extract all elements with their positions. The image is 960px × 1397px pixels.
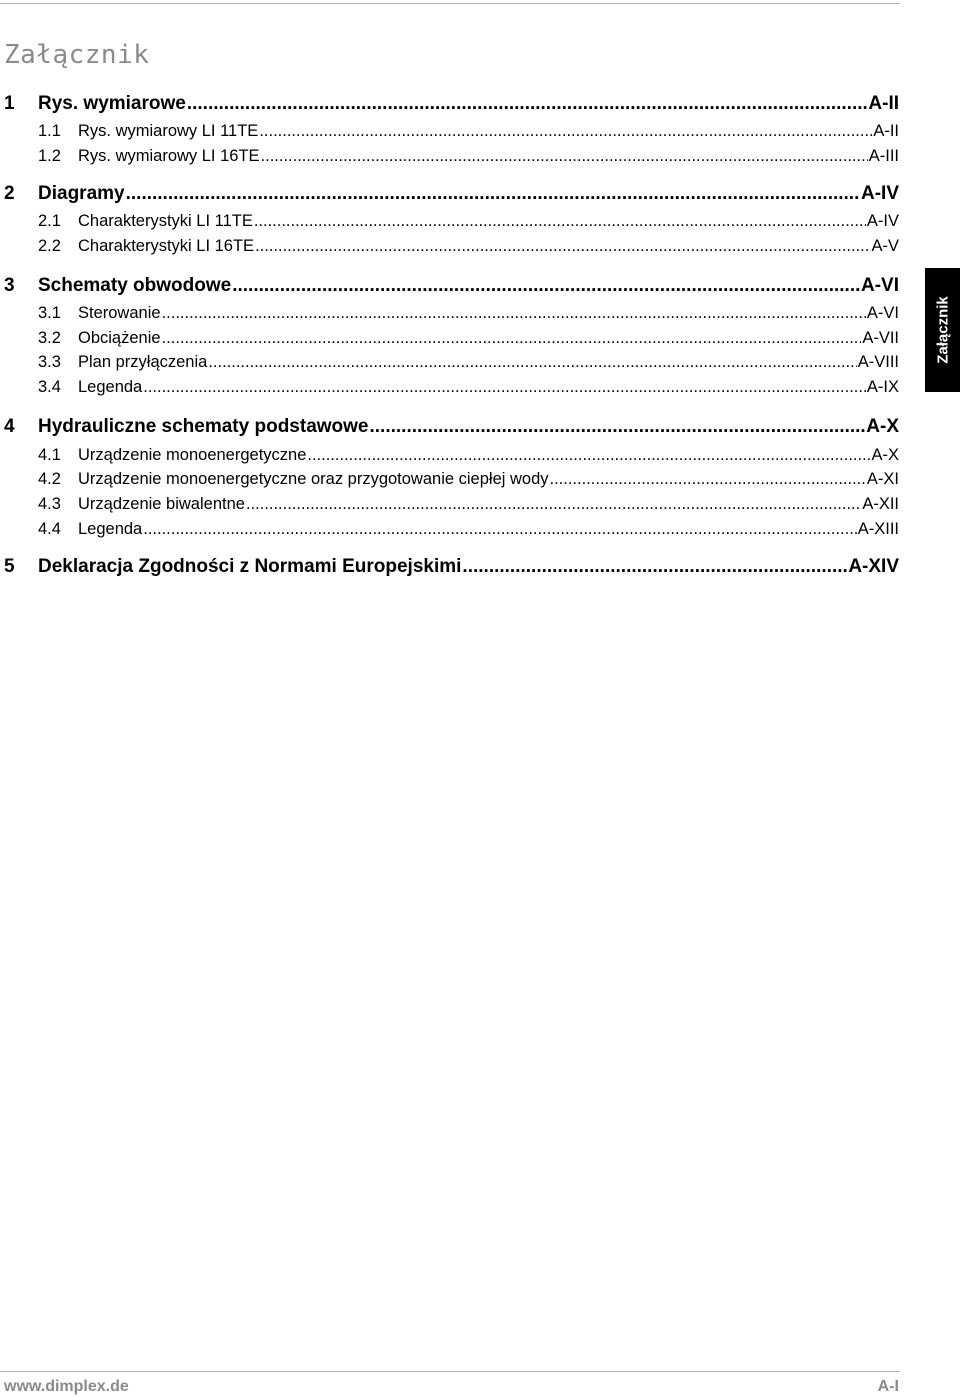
toc-number: 3.1 [38,304,61,322]
toc-title[interactable]: Legenda [78,378,143,396]
toc-title[interactable]: Diagramy [38,183,125,204]
toc-title[interactable]: Urządzenie biwalentne [78,495,245,513]
toc-leader [550,470,866,489]
section-tab-label: Załącznik [934,296,951,364]
toc-leader [255,237,870,256]
toc-title[interactable]: Obciążenie [78,329,161,347]
toc-number: 4.2 [38,470,61,488]
toc-subsection[interactable] [4,329,899,348]
toc-title[interactable]: Charakterystyki LI 11TE [78,212,253,230]
toc-page[interactable]: A-VII [862,329,899,347]
footer-website[interactable]: www.dimplex.de [4,1378,129,1395]
toc-number: 1 [4,93,15,114]
toc-title[interactable]: Legenda [78,520,143,538]
toc-title[interactable]: Urządzenie monoenergetyczne [78,446,307,464]
toc-page[interactable]: A-VI [861,275,899,296]
footer-page-number: A-I [877,1378,899,1395]
toc-subsection[interactable] [4,237,899,256]
toc-leader [162,304,866,323]
toc-title[interactable]: Plan przyłączenia [78,353,208,371]
toc-leader [162,329,862,348]
toc-subsection[interactable] [4,446,899,465]
toc-subsection[interactable] [4,122,899,141]
toc-page[interactable]: A-IV [866,212,899,230]
toc-page[interactable]: A-X [871,446,899,464]
toc-subsection[interactable] [4,470,899,489]
toc-leader [143,520,856,539]
toc-leader [126,183,860,205]
toc-title[interactable]: Urządzenie monoenergetyczne oraz przygotowanie ciepłej wody [78,470,549,488]
toc-title[interactable]: Sterowanie [78,304,161,322]
toc-leader [143,378,866,397]
toc-number: 4.1 [38,446,61,464]
toc-section[interactable] [4,416,899,438]
toc-subsection[interactable] [4,147,899,166]
toc-number: 4.3 [38,495,61,513]
toc-leader [208,353,856,372]
toc-title[interactable]: Rys. wymiarowy LI 16TE [78,147,260,165]
toc-title[interactable]: Deklaracja Zgodności z Normami Europejskimi [38,556,462,577]
toc-number: 2.1 [38,212,61,230]
toc-page[interactable]: A-II [868,93,899,114]
toc-page[interactable]: A-XI [866,470,899,488]
toc-page[interactable]: A-IV [861,183,899,204]
toc-leader [246,495,861,514]
toc-number: 5 [4,556,15,577]
toc-section[interactable] [4,93,899,115]
toc-leader [232,275,860,297]
toc-leader [259,122,872,141]
toc-number: 2 [4,183,15,204]
toc-title[interactable]: Schematy obwodowe [38,275,232,296]
toc-leader [307,446,870,465]
toc-number: 4 [4,416,15,437]
toc-number: 3.4 [38,378,61,396]
toc-number: 3 [4,275,15,296]
toc-subsection[interactable] [4,495,899,514]
toc-title[interactable]: Rys. wymiarowy LI 11TE [78,122,259,140]
toc-subsection[interactable] [4,212,899,231]
toc-subsection[interactable] [4,520,899,539]
footer-rule [0,1371,900,1372]
toc-page[interactable]: A-II [873,122,899,140]
toc-number: 4.4 [38,520,61,538]
toc-leader [370,416,866,438]
page-title: Załącznik [4,40,150,70]
toc-title[interactable]: Charakterystyki LI 16TE [78,237,255,255]
toc-section[interactable] [4,275,899,297]
toc-leader [187,93,868,115]
toc-number: 2.2 [38,237,61,255]
toc-page[interactable]: A-IX [866,378,899,396]
toc-page[interactable]: A-XIII [857,520,899,538]
toc-page[interactable]: A-VIII [857,353,899,371]
toc-title[interactable]: Rys. wymiarowe [38,93,186,114]
toc-page[interactable]: A-XIV [848,556,899,577]
toc-section[interactable] [4,556,899,578]
toc-subsection[interactable] [4,378,899,397]
toc-leader [261,147,868,166]
section-tab[interactable] [925,268,960,392]
toc-number: 1.2 [38,147,61,165]
toc-subsection[interactable] [4,304,899,323]
toc-number: 3.2 [38,329,61,347]
toc-page[interactable]: A-VI [866,304,899,322]
toc-page[interactable]: A-III [868,147,899,165]
toc-number: 3.3 [38,353,61,371]
toc-leader [462,556,847,578]
toc-number: 1.1 [38,122,61,140]
toc-leader [254,212,866,231]
toc-subsection[interactable] [4,353,899,372]
toc-page[interactable]: A-V [871,237,899,255]
toc-title[interactable]: Hydrauliczne schematy podstawowe [38,416,369,437]
toc-section[interactable] [4,183,899,205]
toc-page[interactable]: A-XII [862,495,899,513]
toc-page[interactable]: A-X [866,416,899,437]
